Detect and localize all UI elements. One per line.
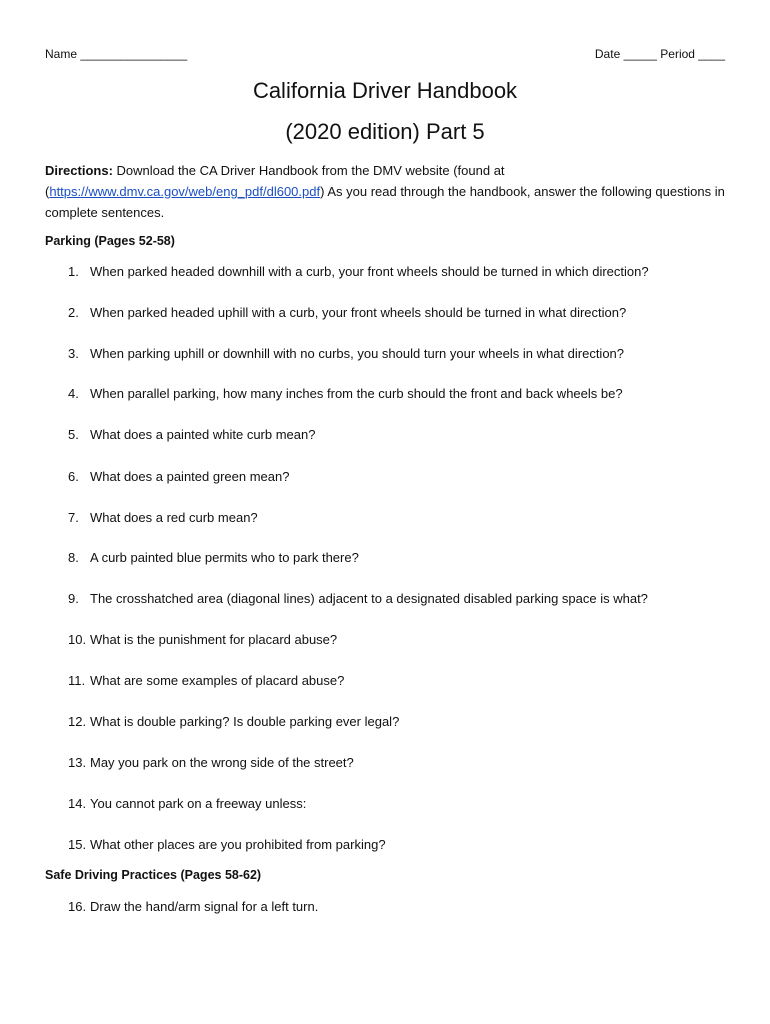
question-item [68, 305, 626, 320]
question-text: When parallel parking, how many inches from the curb should the front and back wheels be? [90, 386, 623, 401]
question-number: 2. [68, 305, 79, 320]
question-text: The crosshatched area (diagonal lines) adjacent to a designated disabled parking space is what? [90, 591, 648, 606]
question-item [68, 755, 354, 770]
question-item [68, 632, 337, 647]
question-text: What does a painted white curb mean? [90, 427, 316, 442]
question-number: 14. [68, 796, 87, 811]
question-number: 15. [68, 837, 87, 852]
directions-paragraph [45, 160, 725, 223]
document-subtitle: (2020 edition) Part 5 [285, 119, 485, 144]
question-text: A curb painted blue permits who to park there? [90, 550, 359, 565]
section-heading-safe-driving: Safe Driving Practices (Pages 58-62) [45, 868, 262, 882]
question-text: May you park on the wrong side of the street? [90, 755, 354, 770]
question-number: 1. [68, 264, 79, 279]
question-item [68, 550, 359, 565]
question-item [68, 714, 399, 729]
question-number: 4. [68, 386, 79, 401]
question-item [68, 510, 258, 525]
question-number: 8. [68, 550, 79, 565]
section-heading-parking: Parking (Pages 52-58) [45, 234, 175, 248]
question-text: When parking uphill or downhill with no curbs, you should turn your wheels in what direction? [90, 346, 625, 361]
question-text: What are some examples of placard abuse? [90, 673, 345, 688]
question-number: 10. [68, 632, 87, 647]
question-text: You cannot park on a freeway unless: [90, 796, 307, 811]
question-item [68, 796, 306, 811]
question-number: 11. [68, 673, 86, 688]
question-text: When parked headed uphill with a curb, your front wheels should be turned in what direction? [90, 305, 627, 320]
question-text: What is the punishment for placard abuse? [90, 632, 338, 647]
name-field-label: Name ________________ [45, 47, 188, 61]
question-item [68, 837, 386, 852]
question-number: 6. [68, 469, 79, 484]
question-text: What does a painted green mean? [90, 469, 290, 484]
question-item [68, 386, 623, 401]
date-period-label: Date _____ Period ____ [594, 47, 725, 61]
question-text: When parked headed downhill with a curb, your front wheels should be turned in which direction? [90, 264, 649, 279]
question-item [68, 264, 649, 279]
question-number: 16. [68, 899, 87, 914]
question-text: What other places are you prohibited from parking? [90, 837, 386, 852]
question-item [68, 591, 648, 606]
document-title: California Driver Handbook [252, 78, 518, 103]
question-text: What does a red curb mean? [90, 510, 258, 525]
question-item [68, 427, 315, 442]
question-item [68, 673, 344, 688]
question-number: 12. [68, 714, 87, 729]
question-number: 13. [68, 755, 87, 770]
question-number: 7. [68, 510, 79, 525]
handbook-link[interactable]: https://www.dmv.ca.gov/web/eng_pdf/dl600.pdf [49, 184, 321, 199]
question-item [68, 346, 624, 361]
directions-text-after: ) As you read through the handbook, answer the following questions in complete sentences. [45, 184, 725, 220]
question-text: What is double parking? Is double parking ever legal? [90, 714, 400, 729]
question-item [68, 469, 289, 484]
question-number: 5. [68, 427, 79, 442]
question-number: 9. [68, 591, 79, 606]
question-text: Draw the hand/arm signal for a left turn. [90, 899, 319, 914]
question-item [68, 899, 318, 914]
question-number: 3. [68, 346, 79, 361]
directions-text-before: Download the CA Driver Handbook from the DMV website (found at ( [45, 163, 505, 199]
directions-label: Directions: [45, 163, 113, 178]
